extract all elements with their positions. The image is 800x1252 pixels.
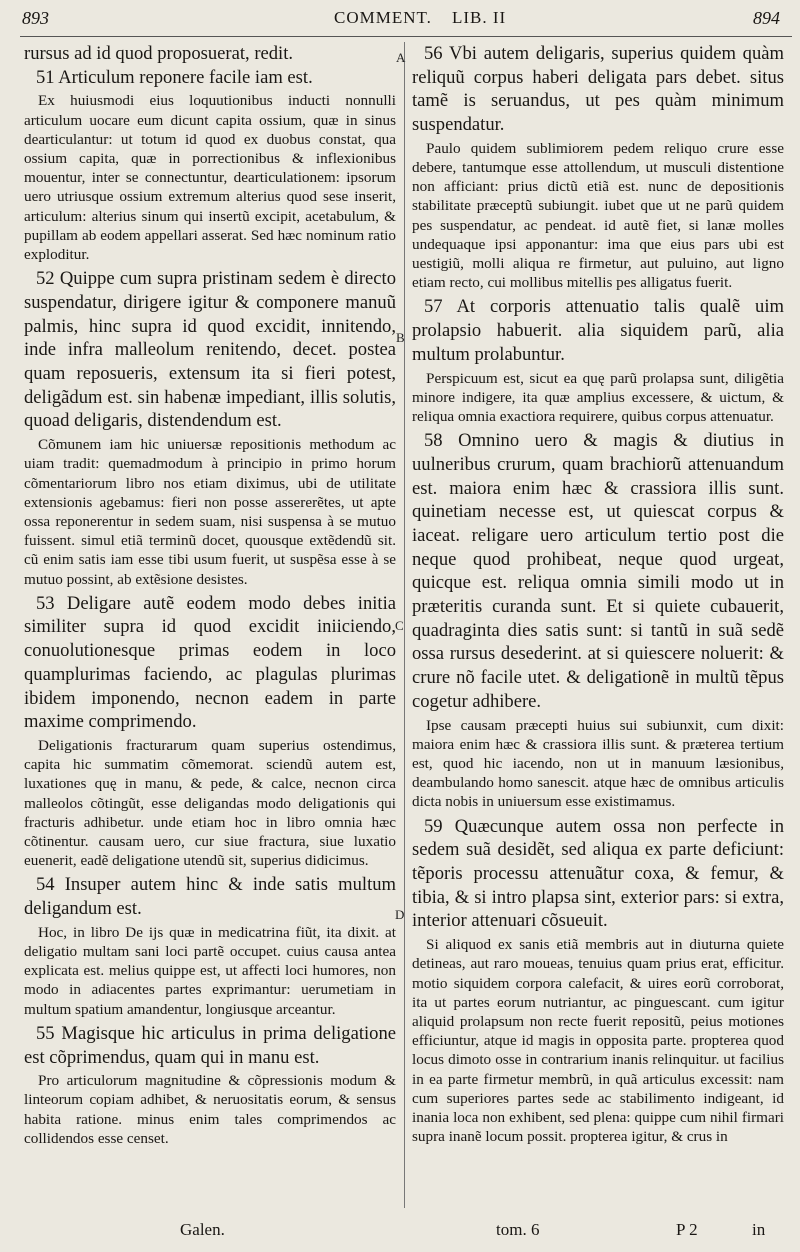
running-title-book: LIB. II	[452, 8, 507, 27]
right-column	[412, 42, 784, 1202]
signature-mark: P 2	[676, 1220, 698, 1239]
commentary: Hoc, in libro De ijs quæ in medicatrina fiũt, ita dixit. at deligatio multam sani loci partẽ occupet. cuius causa antea explicata est. melius quippe est, ut affecti loci humores, non modo in adiacentes partes exprimantur: uerumetiam in multum spatium amandentur, longiusque arceantur.	[24, 923, 396, 1018]
paragraph: rursus ad id quod proposuerat, redit.	[24, 43, 294, 64]
aphorism-57: 57 At corporis attenuatio talis qualẽ uim prolapsio habuerit. alia siquidem parũ, alia multum prolabuntur.	[412, 296, 784, 365]
page-number-right: 894	[753, 8, 780, 28]
aphorism-55: 55 Magisque hic articulus in prima deligatione est cõprimendus, quam qui in manu est.	[24, 1022, 396, 1068]
margin-letter-c: C	[395, 618, 404, 633]
running-title: COMMENT.	[334, 8, 432, 27]
catchword-right: in	[752, 1220, 766, 1239]
commentary: Perspicuum est, sicut ea quę parũ prolapsa sunt, diligẽtia minore indigere, ita quæ amplius excessere, & uictum, & reliqua omnia exactiora requirere, quibus corpus attenuatur.	[412, 369, 784, 425]
column-divider	[404, 42, 405, 1208]
running-header	[22, 8, 786, 38]
aphorism-52: 52 Quippe cum supra pristinam sedem è directo suspendatur, dirigere igitur & componere manuũ palmis, hinc supra id quod excidit, innitendo, inde infra malleolum renitendo, decet. postea quam reposueris, extensum ita si fieri potest, deligãdum est. sin habenæ impediant, illis solutis, quoad deligaris, distendendum est.	[24, 268, 396, 432]
commentary: Ipse causam præcepti huius sui subiunxit, cum dixit: maiora enim hæc & crassiora illis sunt. & præterea tertium est, quod hic iacendo, non ut in manuum læsionibus, deambulando homo sanescit. atque hæc de omnibus articulis dicta nobis in uniuersum esse existimamus.	[412, 716, 784, 811]
page-footer	[0, 1220, 800, 1244]
aphorism-53: 53 Deligare autẽ eodem modo debes initia similiter supra id quod excidit iniiciendo, conuolutionesque primas eodem in loco quamplurimas faciendo, ac plagulas plurimas ibidem imponendo, necnon eadem in parte maxime comprimendo.	[24, 592, 396, 733]
aphorism-51: 51 Articulum reponere facile iam est.	[36, 66, 313, 88]
margin-letter-a: A	[396, 50, 406, 65]
aphorism-58: 58 Omnino uero & magis & diutius in uulneribus crurum, quam brachiorũ attenuandum est. maiora enim hæc & crassiora illis sunt. quinetiam necesse est, ut quiescat corpus & iaceat. religare uero articulum tertio post die neque quod prohibeat, neque quod urgeat, quicque est. reliqua omnia simili modo ut in præteritis curanda sunt. Et si quiete cubauerit, quadraginta dies satis sunt: si tantũ in suã sedẽ ossa rursus desederint. at si quiescere noluerit: & crure nõ facile utet. & deligationẽ in multũ tẽpus cogetur adhibere.	[412, 430, 784, 712]
margin-letter-b: B	[396, 330, 405, 345]
aphorism-54: 54 Insuper autem hinc & inde satis multum deligandum est.	[24, 874, 396, 920]
left-column	[24, 42, 396, 1202]
commentary: Paulo quidem sublimiorem pedem reliquo crure esse debere, tantumque esse attollendum, ut musculi distentione non afficiant: prius dictũ etiã est. nunc de depositionis stabilitate præceptũ subiungit. iubet que ut ne parũ quidem pes suspendatur, ac pendeat. id autẽ fiet, si lanæ molles undequaque ipsi apponantur: ima que eius pars ubi est uestigiũ, molli aliqua re firmetur, aut puluino, aut ligno etiam recto, cui mollibus mitellis pes alligatus fuerit.	[412, 139, 784, 292]
page-number-left: 893	[22, 8, 49, 28]
margin-letter-d: D	[395, 907, 405, 922]
catchword-left: Galen.	[180, 1220, 225, 1239]
signature-volume: tom. 6	[496, 1220, 540, 1239]
commentary: Deligationis fracturarum quam superius ostendimus, capita hic summatim cõmemorat. sciendũ autem est, luxationes quę in manu, & pede, & calce, necnon circa malleolos cõtingũt, esse deligandas modo deligationis qui fracturis adhibetur. unde etiam hoc in libro omnia hæc cõtinentur. causam uero, cur siue fractura, siue luxatio euenerit, eadẽ deligatione utendũ sit, superius didicimus.	[24, 737, 396, 870]
commentary: Pro articulorum magnitudine & cõpressionis modum & linteorum copiam adhibet, & neruositatis eorum, & sensus habita ratione. minus enim tales comprimendos ac collidendos esse censet.	[24, 1072, 396, 1147]
aphorism-59: 59 Quæcunque autem ossa non perfecte in sedem suã desidẽt, sed aliqua ex parte deficiunt: tẽporis processu attenuãtur coxa, & femur, & tibia, & si intro plapsa sint, exterior pars: si extra, interior attenuari cõsueuit.	[412, 815, 784, 932]
commentary: Si aliquod ex sanis etiã membris aut in diuturna quiete detineas, aut raro moueas, tenuius quam prius erat, efficitur. motio siquidem corpora calefacit, & uires eorũ corroborat, ita ut partes eorum nutriantur, ac pinguescant. cum igitur aliquid prolapsum non recte fuerit repositũ, peius motiones efficiuntur, atque id magis in opposita parte. propterea quod locus dimoto osse in contrarium inanis relinquitur. ut facilius in ea parte firmetur membrũ, in quã articulus excessit: nam cum superiores partes sede ac stabilimento indigeant, id inania loca non exhibent, sed plena: quippe cum nihil firmari supra inanẽ locum possit. propterea igitur, & crus in	[412, 936, 784, 1146]
commentary: Cõmunem iam hic uniuersæ repositionis methodum ac uiam tradit: quemadmodum à principio in primo horum cõmentariorum libro nos etiam diximus, ubi de utilitate extensionis agebamus: fieri non posse assererẽtes, ut apte ossa reponerentur in sedem suam, nisi suspensa à se mutuo fuissent. simul etiã terminũ docet, quousque extẽdendũ sit. cũ enim satis iam esse tibi usum fuerit, ut suspẽsa esse à se mutuo possint, ab extẽsione desistes.	[24, 436, 396, 588]
aphorism-56: 56 Vbi autem deligaris, superius quidem quàm reliquũ corpus haberi deligata pars debet. situs tamẽ is seruandus, ut pes quàm minimum suspendatur.	[412, 43, 784, 136]
header-rule	[20, 36, 792, 37]
commentary: Ex huiusmodi eius loquutionibus inducti nonnulli articulum uocare eum dicunt capita ossium, quæ in sinus dearticulantur: ut totum id quod ex duobus constat, qua ossium capita, quæ in porrectionibus & inflexionibus mouentur, inter se connectuntur, dearticulationem: ipsorum uero utriusque ossium extremum alterius quod sese inserit, articulum: alterius sinum qui insertũ excipit, acetabulum, & pupillam ab eodem appellari asserat. Sed hæc nominum ratio exploditur.	[24, 92, 396, 264]
